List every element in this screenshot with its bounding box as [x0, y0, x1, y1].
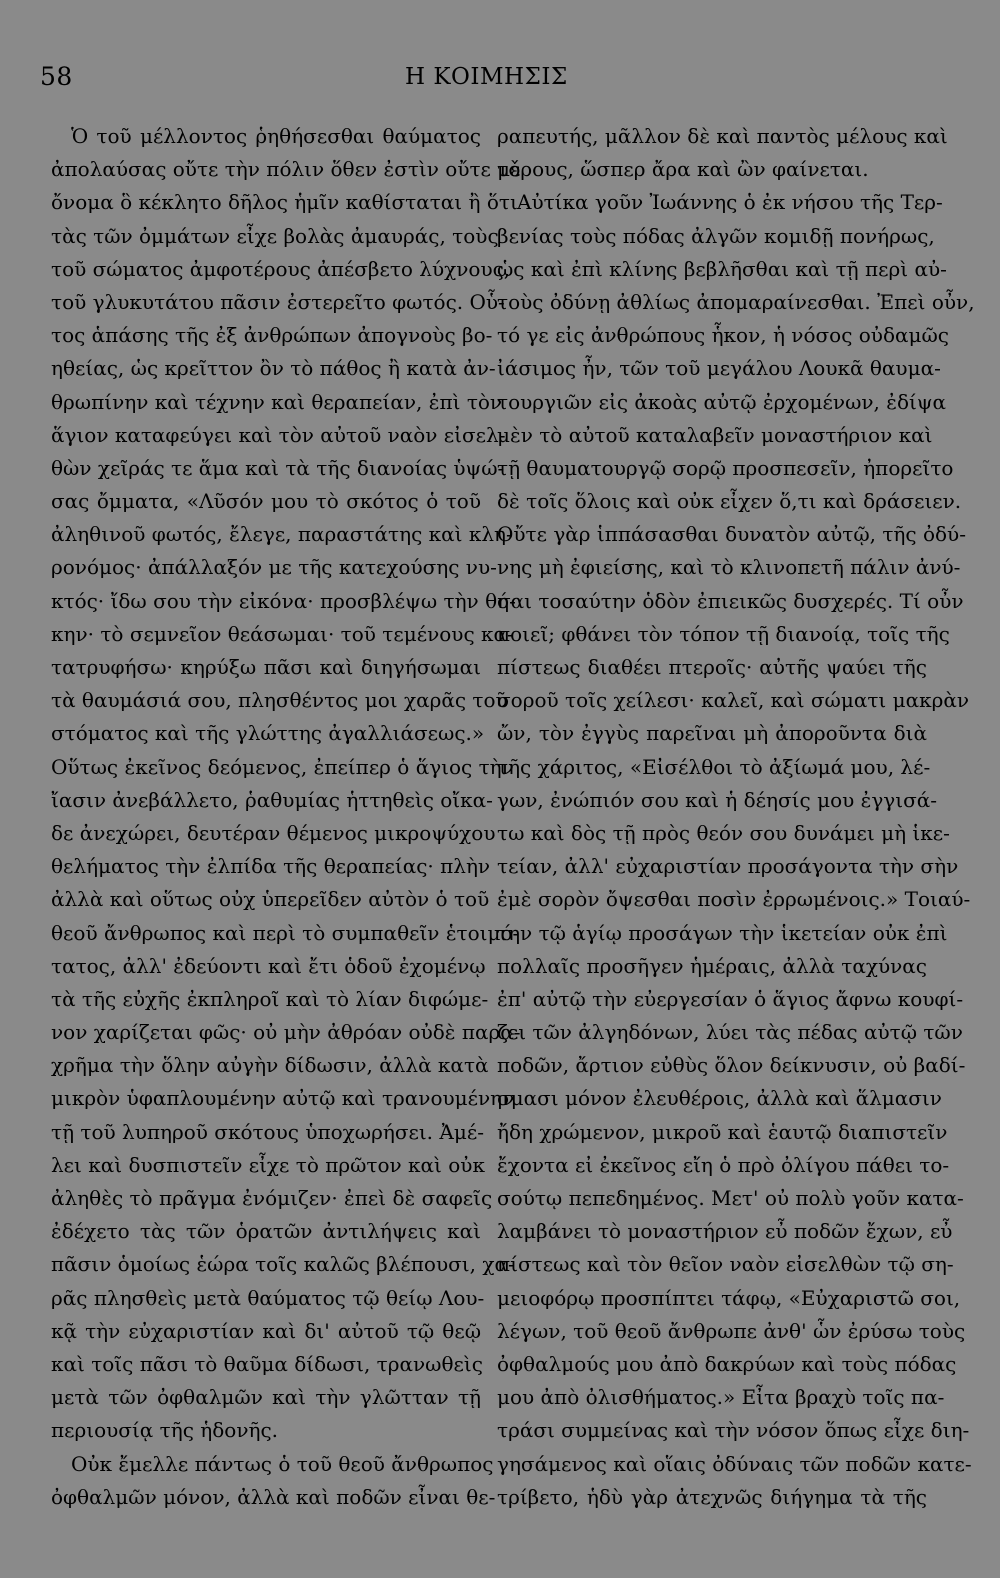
text-line: πίστεως καὶ τὸν θεῖον ναὸν εἰσελθὼν τῷ ση- — [497, 1252, 954, 1277]
text-line: σαι τοσαύτην ὁδὸν ἐπιεικῶς δυσχερές. Τί οὖν — [497, 588, 964, 613]
text-line: λει καὶ δυσπιστεῖν εἶχε τὸ πρῶτον καὶ οὐκ — [51, 1152, 485, 1177]
text-line: θελήματος τὴν ἐλπίδα τῆς θεραπείας· πλὴν — [51, 854, 491, 879]
page-number: 58 — [40, 62, 73, 91]
text-line: λαμβάνει τὸ μοναστήριον εὖ ποδῶν ἔχων, εὖ — [497, 1219, 953, 1244]
text-line: ἴασιν ἀνεβάλλετο, ῥαθυμίας ἡττηθεὶς οἴκα- — [51, 787, 493, 812]
text-line: μειοφόρῳ προσπίπτει τάφῳ, «Εὐχαριστῶ σοι, — [497, 1285, 961, 1310]
text-line: τοῦ γλυκυτάτου πᾶσιν ἐστερεῖτο φωτός. Οὗ- — [51, 289, 505, 314]
text-line: την τῷ ἁγίῳ προσάγων τὴν ἱκετείαν οὐκ ἐπὶ — [497, 920, 948, 945]
text-line: νης μὴ ἐφιείσης, καὶ τὸ κλινοπετῆ πάλιν ἀνύ- — [497, 555, 961, 580]
text-line: τρίβετο, ἡδὺ γὰρ ἀτεχνῶς διήγημα τὰ τῆς — [497, 1484, 927, 1509]
text-line: τω καὶ δὸς τῇ πρὸς θεόν σου δυνάμει μὴ ἱκε- — [497, 820, 950, 845]
text-line: τό γε εἰς ἀνθρώπους ἧκον, ἡ νόσος οὐδαμῶς — [497, 323, 950, 348]
text-line: πίστεως διαθέει πτεροῖς· αὐτῆς ψαύει τῆς — [497, 655, 927, 679]
text-line: ἐμὲ σορὸν ὄψεσθαι ποσὶν ἐρρωμένοις.» Τοιαύ- — [497, 887, 971, 912]
text-line: σούτῳ πεπεδημένος. Μετ' οὐ πολὺ γοῦν κατα- — [497, 1186, 964, 1210]
text-line: μέρους, ὥσπερ ἄρα καὶ ὢν φαίνεται. — [497, 157, 869, 182]
page-header — [40, 62, 920, 102]
text-line: τοὺς ὀδύνῃ ἀθλίως ἀπομαραίνεσθαι. Ἐπεὶ οὖν, — [497, 289, 975, 314]
text-line: ὄνομα ὃ κέκλητο δῆλος ἡμῖν καθίσταται ἢ ὅτι — [51, 190, 518, 215]
text-line: ποιεῖ; φθάνει τὸν τόπον τῇ διανοίᾳ, τοῖς τῆς — [497, 621, 950, 646]
text-line: ὀφθαλμούς μου ἀπὸ δακρύων καὶ τοὺς πόδας — [497, 1351, 957, 1376]
left-text-column — [51, 120, 521, 1514]
text-line: περιουσίᾳ τῆς ἡδονῆς. — [51, 1418, 279, 1443]
text-line: ρονόμος· ἀπάλλαξόν με τῆς κατεχούσης νυ- — [51, 555, 497, 580]
text-line: ἐδέχετο τὰς τῶν ὁρατῶν ἀντιλήψεις καὶ — [51, 1219, 481, 1244]
text-line: τατος, ἀλλ' ἐδεύοντι καὶ ἔτι ὁδοῦ ἐχομένῳ — [51, 953, 486, 978]
text-line: μου ἀπὸ ὀλισθήματος.» Εἶτα βραχὺ τοῖς πα- — [497, 1385, 945, 1410]
text-line: Οὐκ ἔμελλε πάντως ὁ τοῦ θεοῦ ἄνθρωπος — [51, 1451, 494, 1476]
text-line: ἀπολαύσας οὔτε τὴν πόλιν ὅθεν ἐστὶν οὔτε τὸ — [51, 157, 521, 182]
text-line: ἐπ' αὐτῷ τὴν εὐεργεσίαν ὁ ἅγιος ἄφνω κουφί- — [497, 986, 964, 1011]
text-line: ἀλλὰ καὶ οὕτως οὐχ ὑπερεῖδεν αὐτὸν ὁ τοῦ — [51, 887, 490, 912]
text-line: νον χαρίζεται φῶς· οὐ μὴν ἀθρόαν οὐδὲ παρα- — [51, 1020, 521, 1045]
text-line: μικρὸν ὑφαπλουμένην αὐτῷ καὶ τρανουμένην — [51, 1086, 515, 1111]
text-line: κτός· ἴδω σου τὴν εἰκόνα· προσβλέψω τὴν θή- — [51, 588, 516, 613]
text-line: Οὔτε γὰρ ἱππάσασθαι δυνατὸν αὐτῷ, τῆς ὀδύ- — [497, 522, 966, 547]
text-line: τὰ τῆς εὐχῆς ἐκπληροῖ καὶ τὸ λίαν διφώμε- — [51, 986, 489, 1011]
text-line: μὲν τὸ αὐτοῦ καταλαβεῖν μοναστήριον καὶ — [497, 422, 933, 447]
text-line: ρᾶς πλησθεὶς μετὰ θαύματος τῷ θείῳ Λου- — [51, 1285, 485, 1310]
text-line: ἅγιον καταφεύγει καὶ τὸν αὐτοῦ ναὸν εἰσελ- — [51, 422, 506, 447]
text-line: πολλαῖς προσῆγεν ἡμέραις, ἀλλὰ ταχύνας — [497, 953, 927, 978]
text-line: κᾷ τὴν εὐχαριστίαν καὶ δι' αὐτοῦ τῷ θεῷ — [51, 1318, 481, 1343]
text-line: σας ὄμματα, «Λῦσόν μου τὸ σκότος ὁ τοῦ — [51, 489, 481, 514]
text-line: γων, ἐνώπιόν σου καὶ ἡ δέησίς μου ἐγγισά- — [497, 787, 938, 812]
text-line: βενίας τοὺς πόδας ἀλγῶν κομιδῇ πονήρως, — [497, 223, 935, 248]
text-line: τουργιῶν εἰς ἀκοὰς αὐτῷ ἐρχομένων, ἐδίψα — [497, 389, 947, 414]
text-line: τῇ τοῦ λυπηροῦ σκότους ὑποχωρήσει. Ἀμέ- — [51, 1119, 484, 1144]
running-title: Η ΚΟΙΜΗΣΙΣ — [405, 64, 568, 90]
text-line: σοροῦ τοῖς χείλεσι· καλεῖ, καὶ σώματι μακρὰν — [497, 688, 970, 713]
text-line: ἔχοντα εἰ ἐκεῖνος εἴη ὁ πρὸ ὀλίγου πάθει το- — [497, 1152, 950, 1177]
text-line: χρῆμα τὴν ὅλην αὐγὴν δίδωσιν, ἀλλὰ κατὰ — [51, 1053, 489, 1078]
text-line: τῆς χάριτος, «Εἰσέλθοι τὸ ἀξίωμά μου, λέ- — [497, 754, 931, 779]
text-line: τατρυφήσω· κηρύξω πᾶσι καὶ διηγήσωμαι — [51, 655, 481, 679]
text-line: ὡς καὶ ἐπὶ κλίνης βεβλῆσθαι καὶ τῇ περὶ αὐ- — [497, 256, 947, 281]
text-line: τὰς τῶν ὀμμάτων εἶχε βολὰς ἀμαυράς, τοὺς — [51, 223, 499, 248]
text-line: ἤδη χρώμενον, μικροῦ καὶ ἑαυτῷ διαπιστεῖν — [497, 1119, 948, 1144]
text-line: τος ἁπάσης τῆς ἐξ ἀνθρώπων ἀπογνοὺς βο- — [51, 323, 493, 348]
text-line: θὼν χεῖράς τε ἅμα καὶ τὰ τῆς διανοίας ὑψώ- — [51, 455, 505, 480]
text-line: ἰάσιμος ἦν, τῶν τοῦ μεγάλου Λουκᾶ θαυμα- — [497, 356, 941, 381]
text-line: θεοῦ ἄνθρωπος καὶ περὶ τὸ συμπαθεῖν ἑτοιμό- — [51, 920, 520, 945]
text-line: ραπευτής, μᾶλλον δὲ καὶ παντὸς μέλους καὶ — [497, 124, 948, 148]
text-line: Αὐτίκα γοῦν Ἰωάννης ὁ ἐκ νήσου τῆς Τερ- — [497, 190, 943, 215]
right-text-column — [497, 120, 975, 1514]
text-line: Οὕτως ἐκεῖνος δεόμενος, ἐπείπερ ὁ ἅγιος τὴν — [51, 754, 514, 779]
text-line: Ὁ τοῦ μέλλοντος ῥηθήσεσθαι θαύματος — [51, 124, 481, 148]
text-line: τράσι συμμείνας καὶ τὴν νόσον ὅπως εἶχε διη- — [497, 1418, 970, 1443]
text-line: ἀληθινοῦ φωτός, ἔλεγε, παραστάτης καὶ κλη- — [51, 522, 513, 547]
text-line: πᾶσιν ὁμοίως ἑώρα τοῖς καλῶς βλέπουσι, χα- — [51, 1252, 515, 1277]
text-line: ζει τῶν ἀλγηδόνων, λύει τὰς πέδας αὐτῷ τῶν — [497, 1020, 963, 1045]
text-line: ὀφθαλμῶν μόνον, ἀλλὰ καὶ ποδῶν εἶναι θε- — [51, 1484, 496, 1509]
text-line: ἀληθὲς τὸ πρᾶγμα ἐνόμιζεν· ἐπεὶ δὲ σαφεῖς — [51, 1186, 493, 1210]
text-line: λέγων, τοῦ θεοῦ ἄνθρωπε ἀνθ' ὧν ἐρύσω τοὺς — [497, 1318, 966, 1343]
text-line: τῇ θαυματουργῷ σορῷ προσπεσεῖν, ἠπορεῖτο — [497, 455, 954, 480]
text-line: καὶ τοῖς πᾶσι τὸ θαῦμα δίδωσι, τρανωθεὶς — [51, 1351, 483, 1376]
text-line: τοῦ σώματος ἀμφοτέρους ἀπέσβετο λύχνους, — [51, 256, 511, 281]
text-line: στόματος καὶ τῆς γλώττης ἀγαλλιάσεως.» — [51, 721, 485, 746]
text-line: τὰ θαυμάσιά σου, πλησθέντος μοι χαρᾶς τοῦ — [51, 688, 508, 713]
text-line: γησάμενος καὶ οἵαις ὀδύναις τῶν ποδῶν κατε- — [497, 1451, 972, 1476]
text-line: δὲ τοῖς ὅλοις καὶ οὐκ εἶχεν ὅ,τι καὶ δράσειεν. — [497, 489, 962, 514]
text-line: σμασι μόνον ἐλευθέροις, ἀλλὰ καὶ ἅλμασιν — [497, 1086, 942, 1111]
text-line: τείαν, ἀλλ' εὐχαριστίαν προσάγοντα τὴν σὴν — [497, 854, 959, 879]
text-line: θρωπίνην καὶ τέχνην καὶ θεραπείαν, ἐπὶ τὸν — [51, 389, 503, 414]
text-line: δε ἀνεχώρει, δευτέραν θέμενος μικροψύχου — [51, 820, 496, 845]
text-line: μετὰ τῶν ὀφθαλμῶν καὶ τὴν γλῶτταν τῇ — [51, 1385, 481, 1410]
text-line: ὤν, τὸν ἐγγὺς παρεῖναι μὴ ἀποροῦντα διὰ — [497, 721, 927, 746]
text-line: κην· τὸ σεμνεῖον θεάσωμαι· τοῦ τεμένους κα- — [51, 621, 514, 646]
text-line: ηθείας, ὡς κρεῖττον ὂν τὸ πάθος ἢ κατὰ ἀν- — [51, 356, 496, 381]
text-line: ποδῶν, ἄρτιον εὐθὺς ὅλον δείκνυσιν, οὐ βαδί- — [497, 1053, 966, 1078]
